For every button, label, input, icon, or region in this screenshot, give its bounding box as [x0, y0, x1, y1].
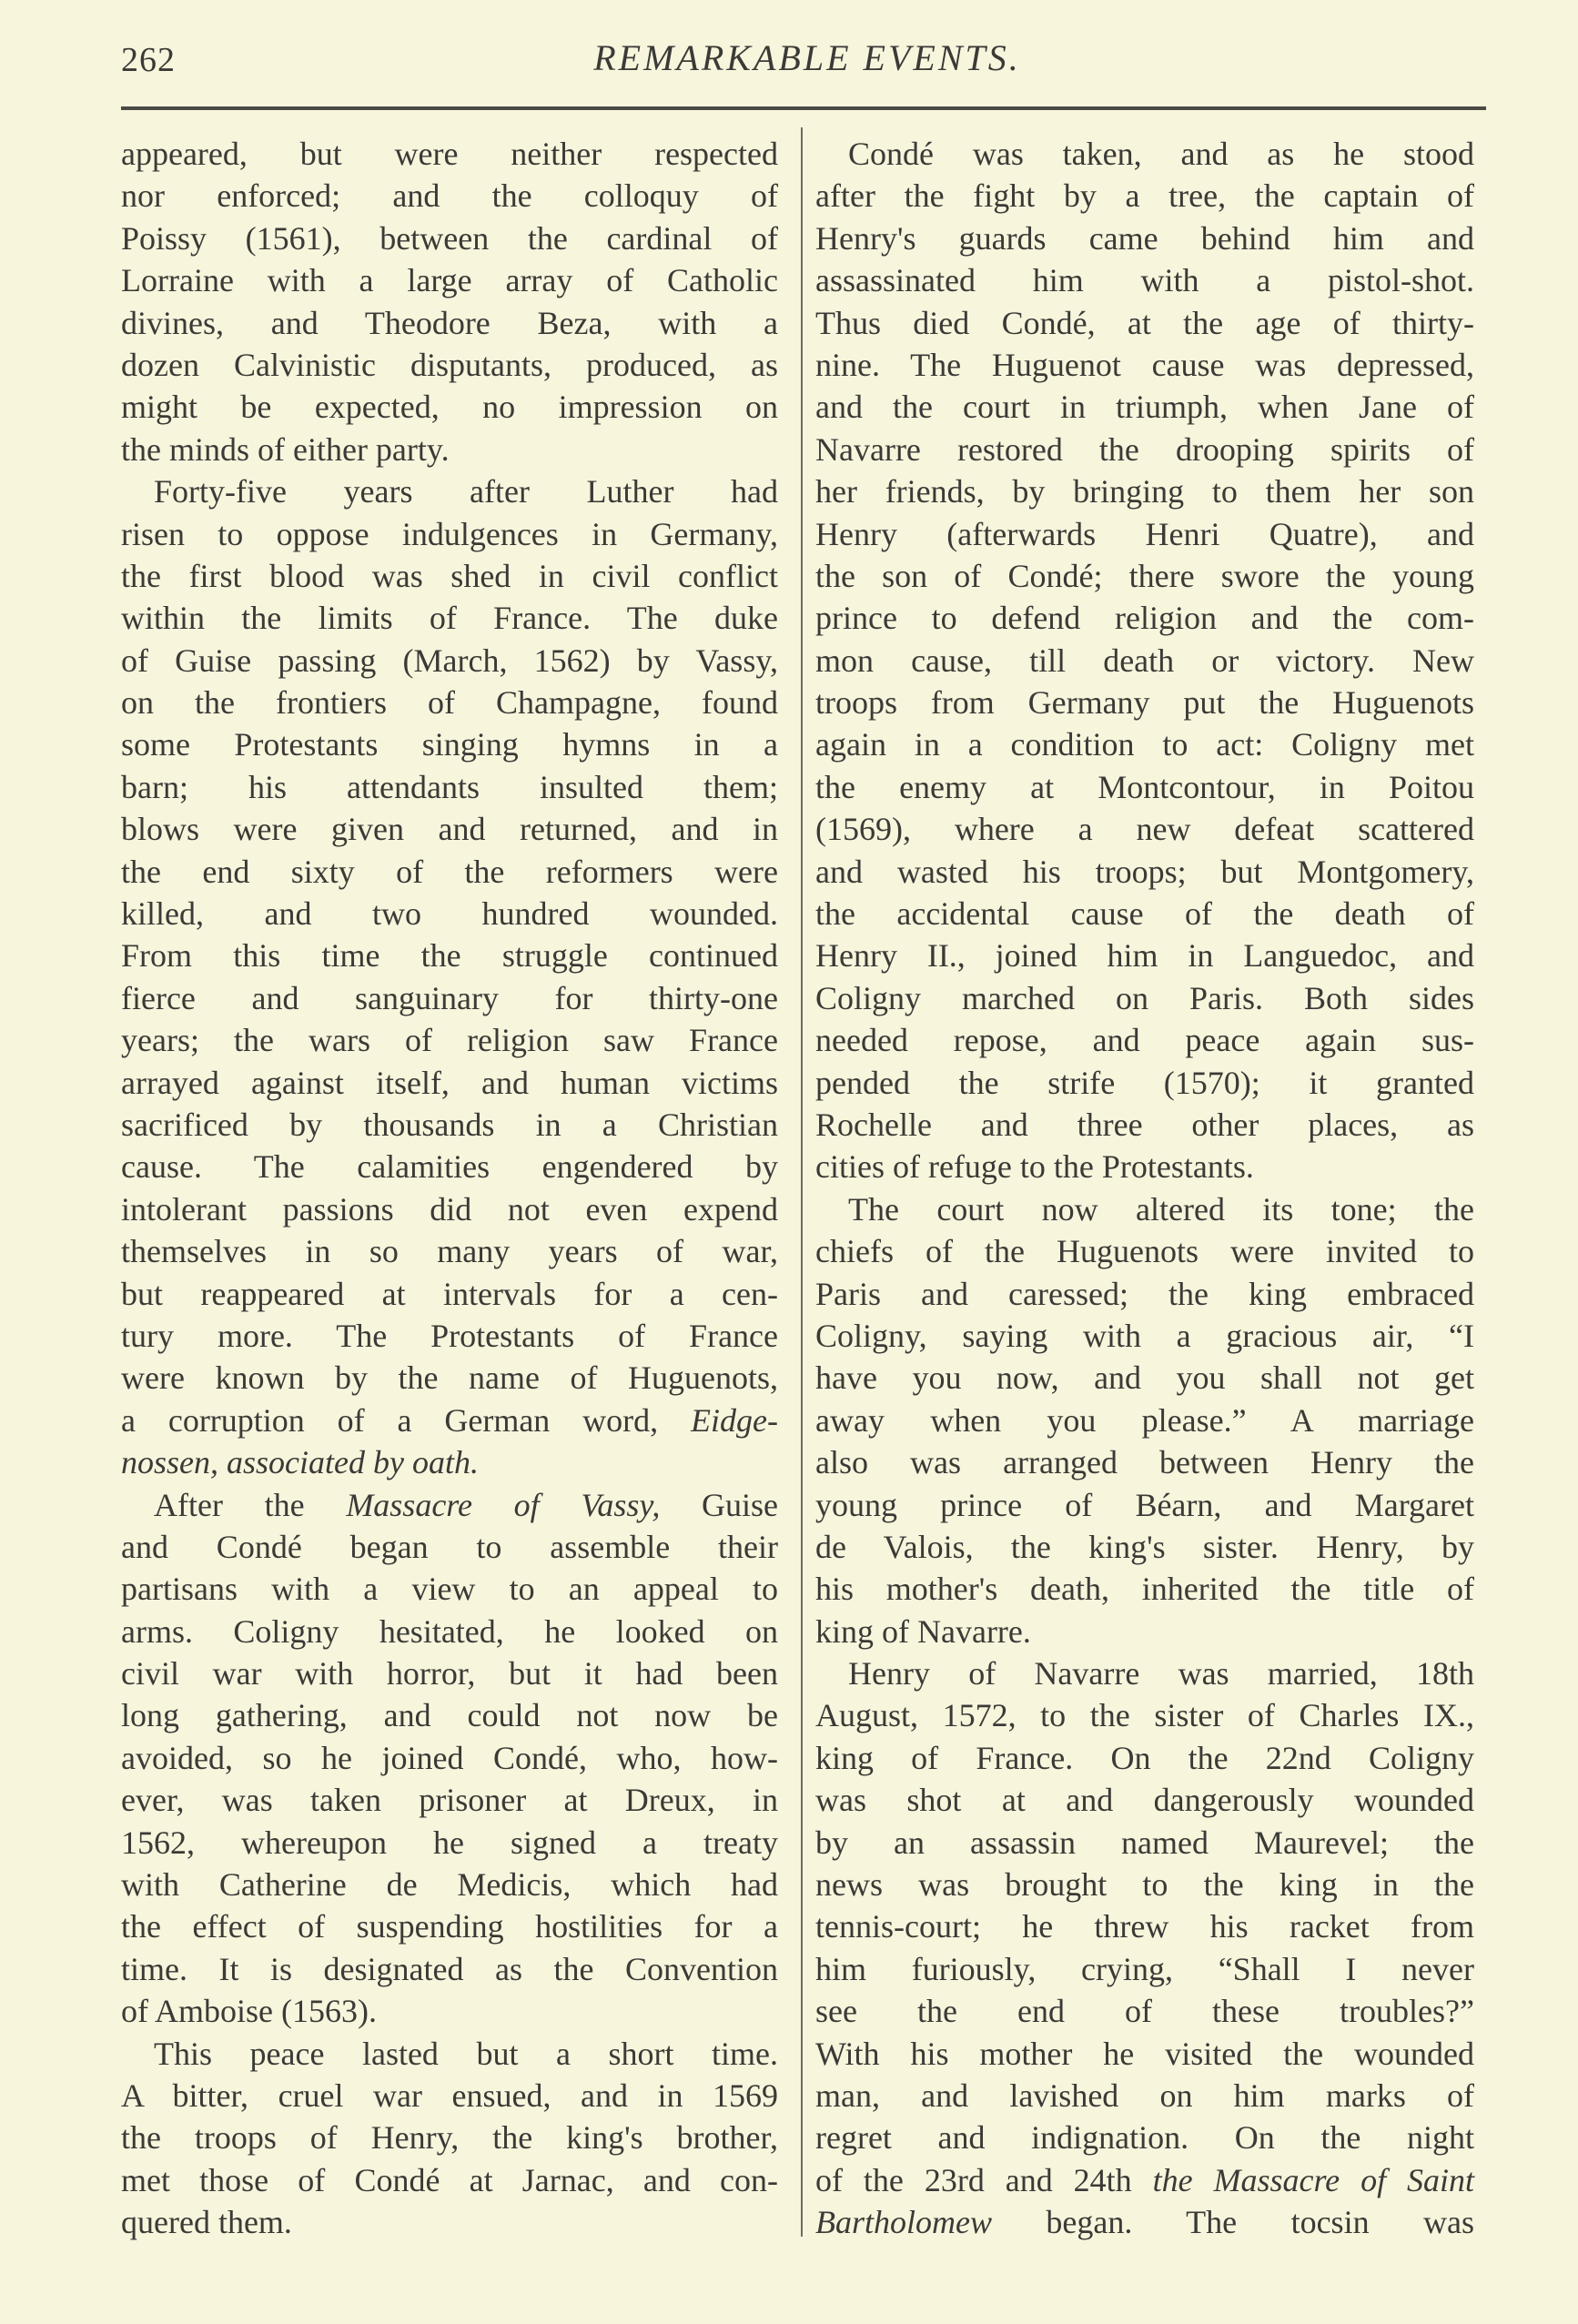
text-line [815, 555, 1474, 597]
text-line [121, 555, 778, 597]
text-line [815, 1188, 1474, 1230]
text-segment: the son of Condé; there swore the young [815, 557, 1474, 594]
text-segment: Rochelle and three other places, as [815, 1106, 1474, 1143]
text-segment: (1569), where a new defeat scattered [815, 811, 1474, 848]
text-segment: Lorraine with a large array of Catholic [121, 262, 778, 299]
text-segment: a corruption of a German word, [121, 1401, 692, 1439]
text-line [815, 1990, 1474, 2032]
text-line [121, 2117, 778, 2158]
text-line [815, 429, 1474, 470]
text-line [815, 1779, 1474, 1821]
text-segment: see the end of these troubles?” [815, 1993, 1474, 2030]
text-segment: cities of refuge to the Protestants. [815, 1148, 1254, 1186]
text-segment: some Protestants singing hymns in a [121, 726, 778, 763]
text-segment: prince to defend religion and the com- [815, 600, 1474, 637]
text-line [815, 682, 1474, 723]
text-line [815, 1526, 1474, 1568]
text-segment: ever, was taken prisoner at Dreux, in [121, 1782, 778, 1819]
text-segment: arms. Coligny hesitated, he looked on [121, 1612, 778, 1650]
text-segment: the troops of Henry, the king's brother, [121, 2119, 778, 2157]
text-segment: After the [154, 1486, 347, 1523]
text-line [815, 344, 1474, 386]
text-segment: her friends, by bringing to them her son [815, 473, 1474, 510]
text-segment: Coligny, saying with a gracious air, “I [815, 1317, 1474, 1354]
text-line [815, 1864, 1474, 1905]
text-line [121, 935, 778, 976]
text-line [815, 1611, 1474, 1652]
text-line [815, 217, 1474, 259]
text-line [121, 1315, 778, 1357]
text-segment: of Amboise (1563). [121, 1993, 377, 2030]
text-segment: nine. The Huguenot cause was depressed, [815, 346, 1474, 383]
text-segment: August, 1572, to the sister of Charles IX., [815, 1697, 1474, 1734]
text-segment: 1562, whereupon he signed a treaty [121, 1824, 778, 1861]
text-segment: cause. The calamities engendered by [121, 1148, 778, 1186]
text-line [815, 893, 1474, 935]
text-line [121, 1273, 778, 1315]
text-line [815, 1694, 1474, 1736]
text-line [121, 470, 778, 512]
text-segment: Condé was taken, and as he stood [848, 136, 1474, 172]
text-segment: tury more. The Protestants of France [121, 1317, 778, 1354]
text-line [815, 259, 1474, 301]
text-segment: needed repose, and peace again sus- [815, 1022, 1474, 1059]
left-column [121, 133, 778, 2244]
text-line [815, 1905, 1474, 1947]
text-segment: chiefs of the Huguenots were invited to [815, 1233, 1474, 1270]
text-line [121, 1526, 778, 1568]
text-segment: nor enforced; and the colloquy of [121, 177, 778, 215]
text-segment: time. It is designated as the Convention [121, 1950, 778, 1987]
text-segment: A bitter, cruel war ensued, and in 1569 [121, 2076, 778, 2114]
text-segment: From this time the struggle continued [121, 937, 778, 975]
text-segment: The court now altered its tone; the [848, 1190, 1474, 1228]
text-line [121, 2201, 778, 2243]
text-line [121, 1357, 778, 1399]
text-segment: was shot at and dangerously wounded [815, 1782, 1474, 1819]
text-segment: de Valois, the king's sister. Henry, by [815, 1528, 1474, 1565]
text-line [121, 1399, 778, 1441]
text-line [815, 640, 1474, 682]
text-line [815, 1357, 1474, 1399]
text-line [121, 1146, 778, 1187]
text-line [121, 2159, 778, 2201]
text-segment: began. The tocsin was [992, 2204, 1474, 2241]
text-line [121, 344, 778, 386]
text-line [121, 1484, 778, 1526]
text-line [815, 1484, 1474, 1526]
text-line [815, 2075, 1474, 2117]
text-segment: fierce and sanguinary for thirty-one [121, 979, 778, 1016]
text-line [815, 766, 1474, 808]
text-segment: This peace lasted but a short time. [154, 2035, 778, 2072]
text-line [121, 2075, 778, 2117]
text-segment: partisans with a view to an appeal to [121, 1571, 778, 1608]
text-line [815, 1399, 1474, 1441]
text-segment: dozen Calvinistic disputants, produced, as [121, 346, 778, 383]
text-line [121, 1905, 778, 1947]
text-line [121, 977, 778, 1019]
text-segment: Poissy (1561), between the cardinal of [121, 219, 778, 257]
text-segment: Forty-five years after Luther had [154, 473, 778, 510]
text-segment: and the court in triumph, when Jane of [815, 389, 1474, 426]
text-line [815, 513, 1474, 555]
text-segment: killed, and two hundred wounded. [121, 895, 778, 933]
text-segment: arrayed against itself, and human victims [121, 1064, 778, 1101]
text-segment: risen to oppose indulgences in Germany, [121, 515, 778, 552]
text-line [815, 1019, 1474, 1061]
text-line [815, 2201, 1474, 2243]
text-segment: mon cause, till death or victory. New [815, 642, 1474, 679]
text-line [121, 640, 778, 682]
text-line [121, 217, 778, 259]
text-line [121, 1737, 778, 1779]
text-line [815, 470, 1474, 512]
text-line [121, 1822, 778, 1864]
text-line [121, 302, 778, 344]
text-segment: have you now, and you shall not get [815, 1359, 1474, 1397]
text-segment: Coligny marched on Paris. Both sides [815, 979, 1474, 1016]
text-segment: king of France. On the 22nd Coligny [815, 1739, 1474, 1776]
text-line [121, 175, 778, 217]
text-line [121, 2033, 778, 2075]
text-line [815, 1315, 1474, 1357]
text-line [121, 1611, 778, 1652]
text-line [121, 1990, 778, 2032]
text-line [121, 1062, 778, 1104]
text-segment: his mother's death, inherited the title of [815, 1571, 1474, 1608]
text-line [815, 386, 1474, 428]
text-line [815, 2159, 1474, 2201]
text-segment: tennis-court; he threw his racket from [815, 1908, 1474, 1945]
text-line [815, 1104, 1474, 1146]
text-line [815, 808, 1474, 850]
text-line [121, 597, 778, 639]
text-line [121, 386, 778, 428]
text-segment: king of Navarre. [815, 1612, 1031, 1650]
text-line [121, 513, 778, 555]
text-segment: on the frontiers of Champagne, found [121, 684, 778, 722]
text-segment: might be expected, no impression on [121, 389, 778, 426]
text-segment: long gathering, and could not now be [121, 1697, 778, 1734]
text-line [121, 1188, 778, 1230]
text-segment: sacrificed by thousands in a Christian [121, 1106, 778, 1143]
text-line [815, 2033, 1474, 2075]
text-segment: away when you please.” A marriage [815, 1401, 1474, 1439]
text-line [815, 133, 1474, 175]
text-segment: news was brought to the king in the [815, 1866, 1474, 1904]
text-line [815, 851, 1474, 893]
text-line [121, 259, 778, 301]
text-line [121, 1652, 778, 1694]
text-segment: regret and indignation. On the night [815, 2119, 1474, 2157]
text-line [121, 1568, 778, 1610]
right-column [815, 133, 1474, 2244]
text-line [121, 1019, 778, 1061]
text-line [815, 597, 1474, 639]
text-segment: civil war with horror, but it had been [121, 1655, 778, 1692]
text-segment: divines, and Theodore Beza, with a [121, 304, 778, 341]
text-segment: intolerant passions did not even expend [121, 1190, 778, 1228]
text-line [815, 935, 1474, 976]
text-segment: the minds of either party. [121, 430, 450, 468]
text-segment: Henry of Navarre was married, 18th [848, 1655, 1474, 1692]
text-line [121, 1948, 778, 1990]
text-line [121, 723, 778, 765]
text-segment: years; the wars of religion saw France [121, 1022, 778, 1059]
italic-text: the Massacre of Saint [1152, 2161, 1475, 2198]
text-segment: assassinated him with a pistol-shot. [815, 262, 1474, 299]
running-head-title: REMARKABLE EVENTS. [593, 37, 1021, 78]
text-segment: With his mother he visited the wounded [815, 2035, 1474, 2072]
text-segment: Guise [660, 1486, 778, 1523]
text-segment: of the 23rd and 24th [815, 2161, 1153, 2198]
text-segment: the first blood was shed in civil conflict [121, 557, 778, 594]
text-line [815, 1652, 1474, 1694]
page-number: 262 [121, 41, 176, 79]
text-line [815, 2117, 1474, 2158]
text-line [121, 1779, 778, 1821]
text-line [121, 893, 778, 935]
italic-text: nossen, associated by oath. [121, 1444, 479, 1481]
text-segment: quered them. [121, 2204, 292, 2241]
text-line [815, 1568, 1474, 1610]
italic-text: Eidge- [691, 1401, 778, 1439]
text-line [815, 1146, 1474, 1187]
text-segment: Henry's guards came behind him and [815, 219, 1474, 257]
text-segment: pended the strife (1570); it granted [815, 1064, 1474, 1101]
text-segment: troops from Germany put the Huguenots [815, 684, 1474, 722]
column-divider [801, 127, 803, 2237]
text-line [121, 1441, 778, 1483]
text-segment: avoided, so he joined Condé, who, how- [121, 1739, 778, 1776]
text-segment: again in a condition to act: Coligny met [815, 726, 1474, 763]
text-segment: were known by the name of Huguenots, [121, 1359, 778, 1397]
text-segment: blows were given and returned, and in [121, 811, 778, 848]
text-segment: themselves in so many years of war, [121, 1233, 778, 1270]
text-segment: barn; his attendants insulted them; [121, 768, 778, 805]
text-line [815, 1062, 1474, 1104]
text-segment: of Guise passing (March, 1562) by Vassy, [121, 642, 778, 679]
text-line [815, 175, 1474, 217]
text-line [815, 1230, 1474, 1272]
text-line [815, 1948, 1474, 1990]
text-segment: met those of Condé at Jarnac, and con- [121, 2161, 778, 2198]
text-segment: the end sixty of the reformers were [121, 853, 778, 890]
text-line [815, 302, 1474, 344]
text-segment: Henry (afterwards Henri Quatre), and [815, 515, 1474, 552]
text-line [815, 977, 1474, 1019]
text-segment: by an assassin named Maurevel; the [815, 1824, 1474, 1861]
text-line [815, 1737, 1474, 1779]
text-segment: the enemy at Montcontour, in Poitou [815, 768, 1474, 805]
text-line [121, 808, 778, 850]
text-segment: the effect of suspending hostilities for a [121, 1908, 778, 1945]
text-segment: man, and lavished on him marks of [815, 2076, 1474, 2114]
text-line [121, 766, 778, 808]
text-segment: Henry II., joined him in Languedoc, and [815, 937, 1474, 975]
header-rule [121, 106, 1486, 110]
text-line [121, 1230, 778, 1272]
text-line [815, 723, 1474, 765]
text-segment: Navarre restored the drooping spirits of [815, 430, 1474, 468]
text-segment: with Catherine de Medicis, which had [121, 1866, 778, 1904]
text-segment: also was arranged between Henry the [815, 1444, 1474, 1481]
italic-text: Massacre of Vassy, [346, 1486, 661, 1523]
text-segment: the accidental cause of the death of [815, 895, 1474, 933]
text-line [815, 1441, 1474, 1483]
text-segment: Thus died Condé, at the age of thirty- [815, 304, 1474, 341]
text-segment: young prince of Béarn, and Margaret [815, 1486, 1474, 1523]
italic-text: Bartholomew [815, 2204, 992, 2241]
text-segment: within the limits of France. The duke [121, 600, 778, 637]
running-head [0, 36, 1578, 79]
text-line [121, 682, 778, 723]
text-line [121, 133, 778, 175]
text-line [121, 1864, 778, 1905]
text-line [815, 1273, 1474, 1315]
text-line [121, 1104, 778, 1146]
text-segment: appeared, but were neither respected [121, 136, 778, 172]
text-segment: and wasted his troops; but Montgomery, [815, 853, 1474, 890]
text-line [121, 1694, 778, 1736]
text-line [815, 1822, 1474, 1864]
text-line [121, 851, 778, 893]
text-segment: and Condé began to assemble their [121, 1528, 778, 1565]
text-segment: him furiously, crying, “Shall I never [815, 1950, 1474, 1987]
text-segment: Paris and caressed; the king embraced [815, 1275, 1474, 1312]
text-segment: after the fight by a tree, the captain of [815, 177, 1474, 215]
text-line [121, 429, 778, 470]
text-segment: but reappeared at intervals for a cen- [121, 1275, 778, 1312]
